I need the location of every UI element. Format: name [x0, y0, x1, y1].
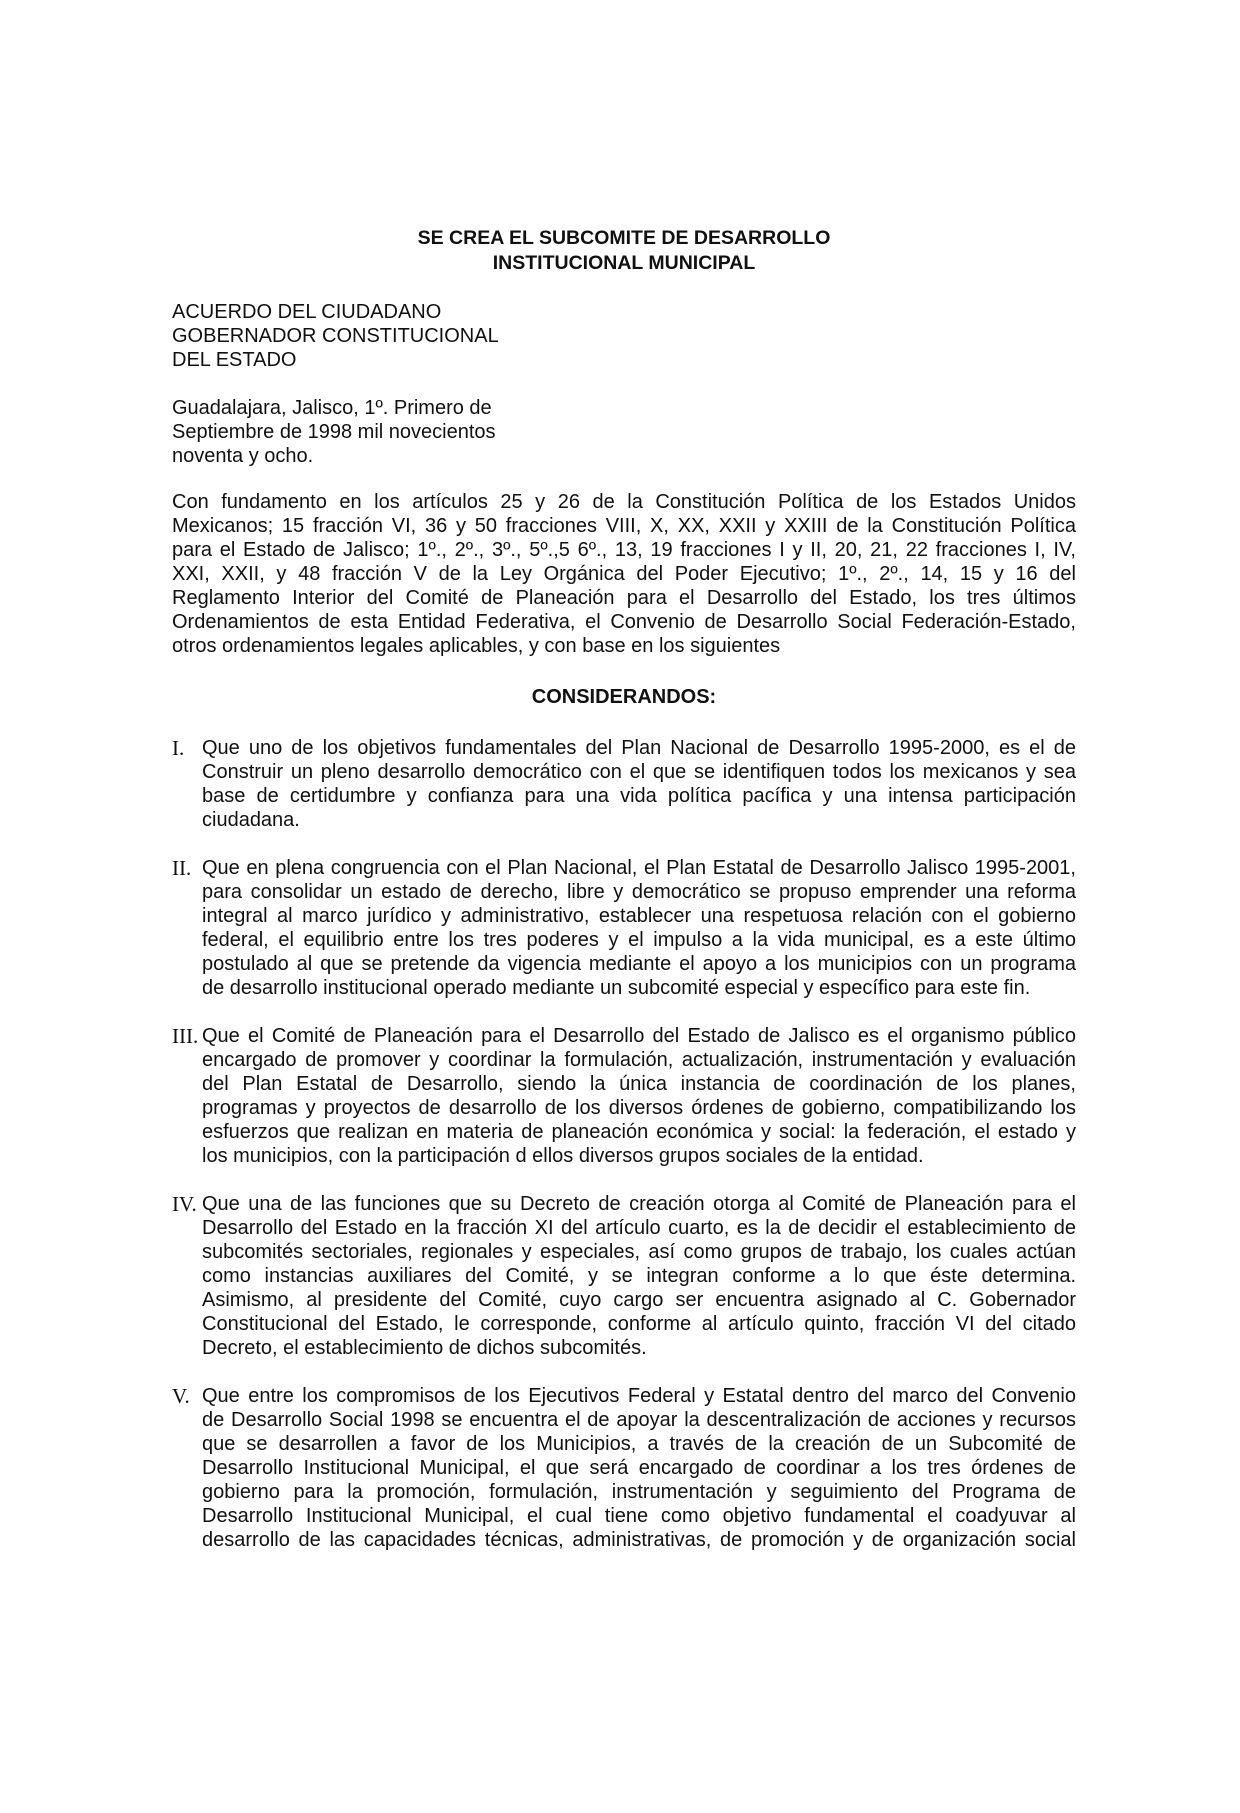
foundation-line: XXI, XXII, y 48 fracción V de la Ley Orgánica del Poder Ejecutivo; 1º., 2º., 14, 15 y 16 del: [172, 563, 1076, 585]
item-line: ciudadana.: [202, 809, 300, 831]
title-line-1: SE CREA EL SUBCOMITE DE DESARROLLO: [417, 227, 831, 249]
issuer-line-1: ACUERDO DEL CIUDADANO: [172, 301, 442, 323]
issuer-line-3: DEL ESTADO: [172, 349, 297, 371]
foundation-line: Mexicanos; 15 fracción VI, 36 y 50 fracciones VIII, X, XX, XXII y XXIII de la Constitución Política: [172, 515, 1076, 537]
item-line: Que uno de los objetivos fundamentales del Plan Nacional de Desarrollo 1995-2000, es el de: [202, 737, 1076, 759]
item-line: desarrollo de las capacidades técnicas, administrativas, de promoción y de organización social: [202, 1529, 1076, 1551]
item-line: Asimismo, al presidente del Comité, cuyo cargo ser encuentra asignado al C. Gobernador: [202, 1289, 1076, 1311]
item-numeral: V.: [172, 1384, 190, 1408]
item-line: Desarrollo del Estado en la fracción XI del artículo cuarto, es la de decidir el establecimiento de: [202, 1217, 1076, 1239]
item-line: Que una de las funciones que su Decreto de creación otorga al Comité de Planeación para el: [202, 1193, 1076, 1215]
date-line-1: Guadalajara, Jalisco, 1º. Primero de: [172, 397, 492, 419]
item-line: para consolidar un estado de derecho, libre y democrático se propuso emprender una reforma: [202, 881, 1076, 903]
item-line: Construir un pleno desarrollo democrático con el que se identifiquen todos los mexicanos y sea: [202, 761, 1076, 783]
item-line: programas y proyectos de desarrollo de los diversos órdenes de gobierno, compatibilizando los: [202, 1097, 1076, 1119]
item-line: Constitucional del Estado, le corresponde, conforme al artículo quinto, fracción VI del citado: [202, 1313, 1076, 1335]
item-line: Desarrollo Institucional Municipal, el cual tiene como objetivo fundamental el coadyuvar al: [202, 1505, 1076, 1527]
item-text: [202, 1384, 1076, 1552]
foundation-line: Con fundamento en los artículos 25 y 26 de la Constitución Política de los Estados Unidos: [172, 491, 1076, 513]
title-line-2: INSTITUCIONAL MUNICIPAL: [492, 252, 756, 274]
item-line: Decreto, el establecimiento de dichos subcomités.: [202, 1337, 647, 1359]
item-text: [202, 1024, 1076, 1168]
item-line: subcomités sectoriales, regionales y especiales, así como grupos de trabajo, los cuales actúan: [202, 1241, 1076, 1263]
foundation-paragraph: [172, 490, 1076, 658]
foundation-line: otros ordenamientos legales aplicables, y con base en los siguientes: [172, 635, 781, 657]
foundation-line: para el Estado de Jalisco; 1º., 2º., 3º., 5º.,5 6º., 13, 19 fracciones I y II, 20, 21, 22 fracciones I, IV,: [172, 539, 1076, 561]
item-line: como instancias auxiliares del Comité, y se integran conforme a lo que éste determina.: [202, 1265, 1076, 1287]
date-block: [172, 396, 496, 468]
item-line: Que en plena congruencia con el Plan Nacional, el Plan Estatal de Desarrollo Jalisco 1995-2001,: [202, 857, 1076, 879]
item-line: gobierno para la promoción, formulación, instrumentación y seguimiento del Programa de: [202, 1481, 1076, 1503]
date-line-2: Septiembre de 1998 mil novecientos: [172, 421, 496, 443]
item-line: de Desarrollo Social 1998 se encuentra el de apoyar la descentralización de acciones y recursos: [202, 1409, 1076, 1431]
item-text: [202, 736, 1076, 832]
item-line: del Plan Estatal de Desarrollo, siendo la única instancia de coordinación de los planes,: [202, 1073, 1076, 1095]
item-numeral: II.: [172, 856, 192, 880]
item-line: encargado de promover y coordinar la formulación, actualización, instrumentación y evaluación: [202, 1049, 1076, 1071]
considerandos-heading: CONSIDERANDOS:: [531, 686, 717, 708]
item-line: de desarrollo institucional operado mediante un subcomité especial y específico para este fin.: [202, 977, 1031, 999]
item-text: [202, 856, 1076, 1000]
item-numeral: IV.: [172, 1192, 197, 1216]
item-line: postulado al que se pretende da vigencia mediante el apoyo a los municipios con un programa: [202, 953, 1076, 975]
item-numeral: I.: [172, 736, 185, 760]
date-line-3: noventa y ocho.: [172, 445, 314, 467]
item-numeral: III.: [172, 1024, 199, 1048]
issuer-block: [172, 300, 499, 372]
item-line: integral al marco jurídico y administrativo, establecer una respetuosa relación con el gobierno: [202, 905, 1076, 927]
foundation-line: Reglamento Interior del Comité de Planeación para el Desarrollo del Estado, los tres últimos: [172, 587, 1076, 609]
item-line: los municipios, con la participación d ellos diversos grupos sociales de la entidad.: [202, 1145, 924, 1167]
document-title: [172, 226, 1076, 276]
item-line: Que entre los compromisos de los Ejecutivos Federal y Estatal dentro del marco del Convenio: [202, 1385, 1076, 1407]
item-line: federal, el equilibrio entre los tres poderes y el impulso a la vida municipal, es a este último: [202, 929, 1076, 951]
issuer-line-2: GOBERNADOR CONSTITUCIONAL: [172, 325, 499, 347]
foundation-line: Ordenamientos de esta Entidad Federativa, el Convenio de Desarrollo Social Federación-Estado,: [172, 611, 1076, 633]
item-text: [202, 1192, 1076, 1360]
item-line: Que el Comité de Planeación para el Desarrollo del Estado de Jalisco es el organismo público: [202, 1025, 1076, 1047]
item-line: que se desarrollen a favor de los Municipios, a través de la creación de un Subcomité de: [202, 1433, 1076, 1455]
item-line: Desarrollo Institucional Municipal, el que será encargado de coordinar a los tres órdenes de: [202, 1457, 1076, 1479]
item-line: base de certidumbre y confianza para una vida política pacífica y una intensa participación: [202, 785, 1076, 807]
item-line: esfuerzos que realizan en materia de planeación económica y social: la federación, el estado y: [202, 1121, 1076, 1143]
